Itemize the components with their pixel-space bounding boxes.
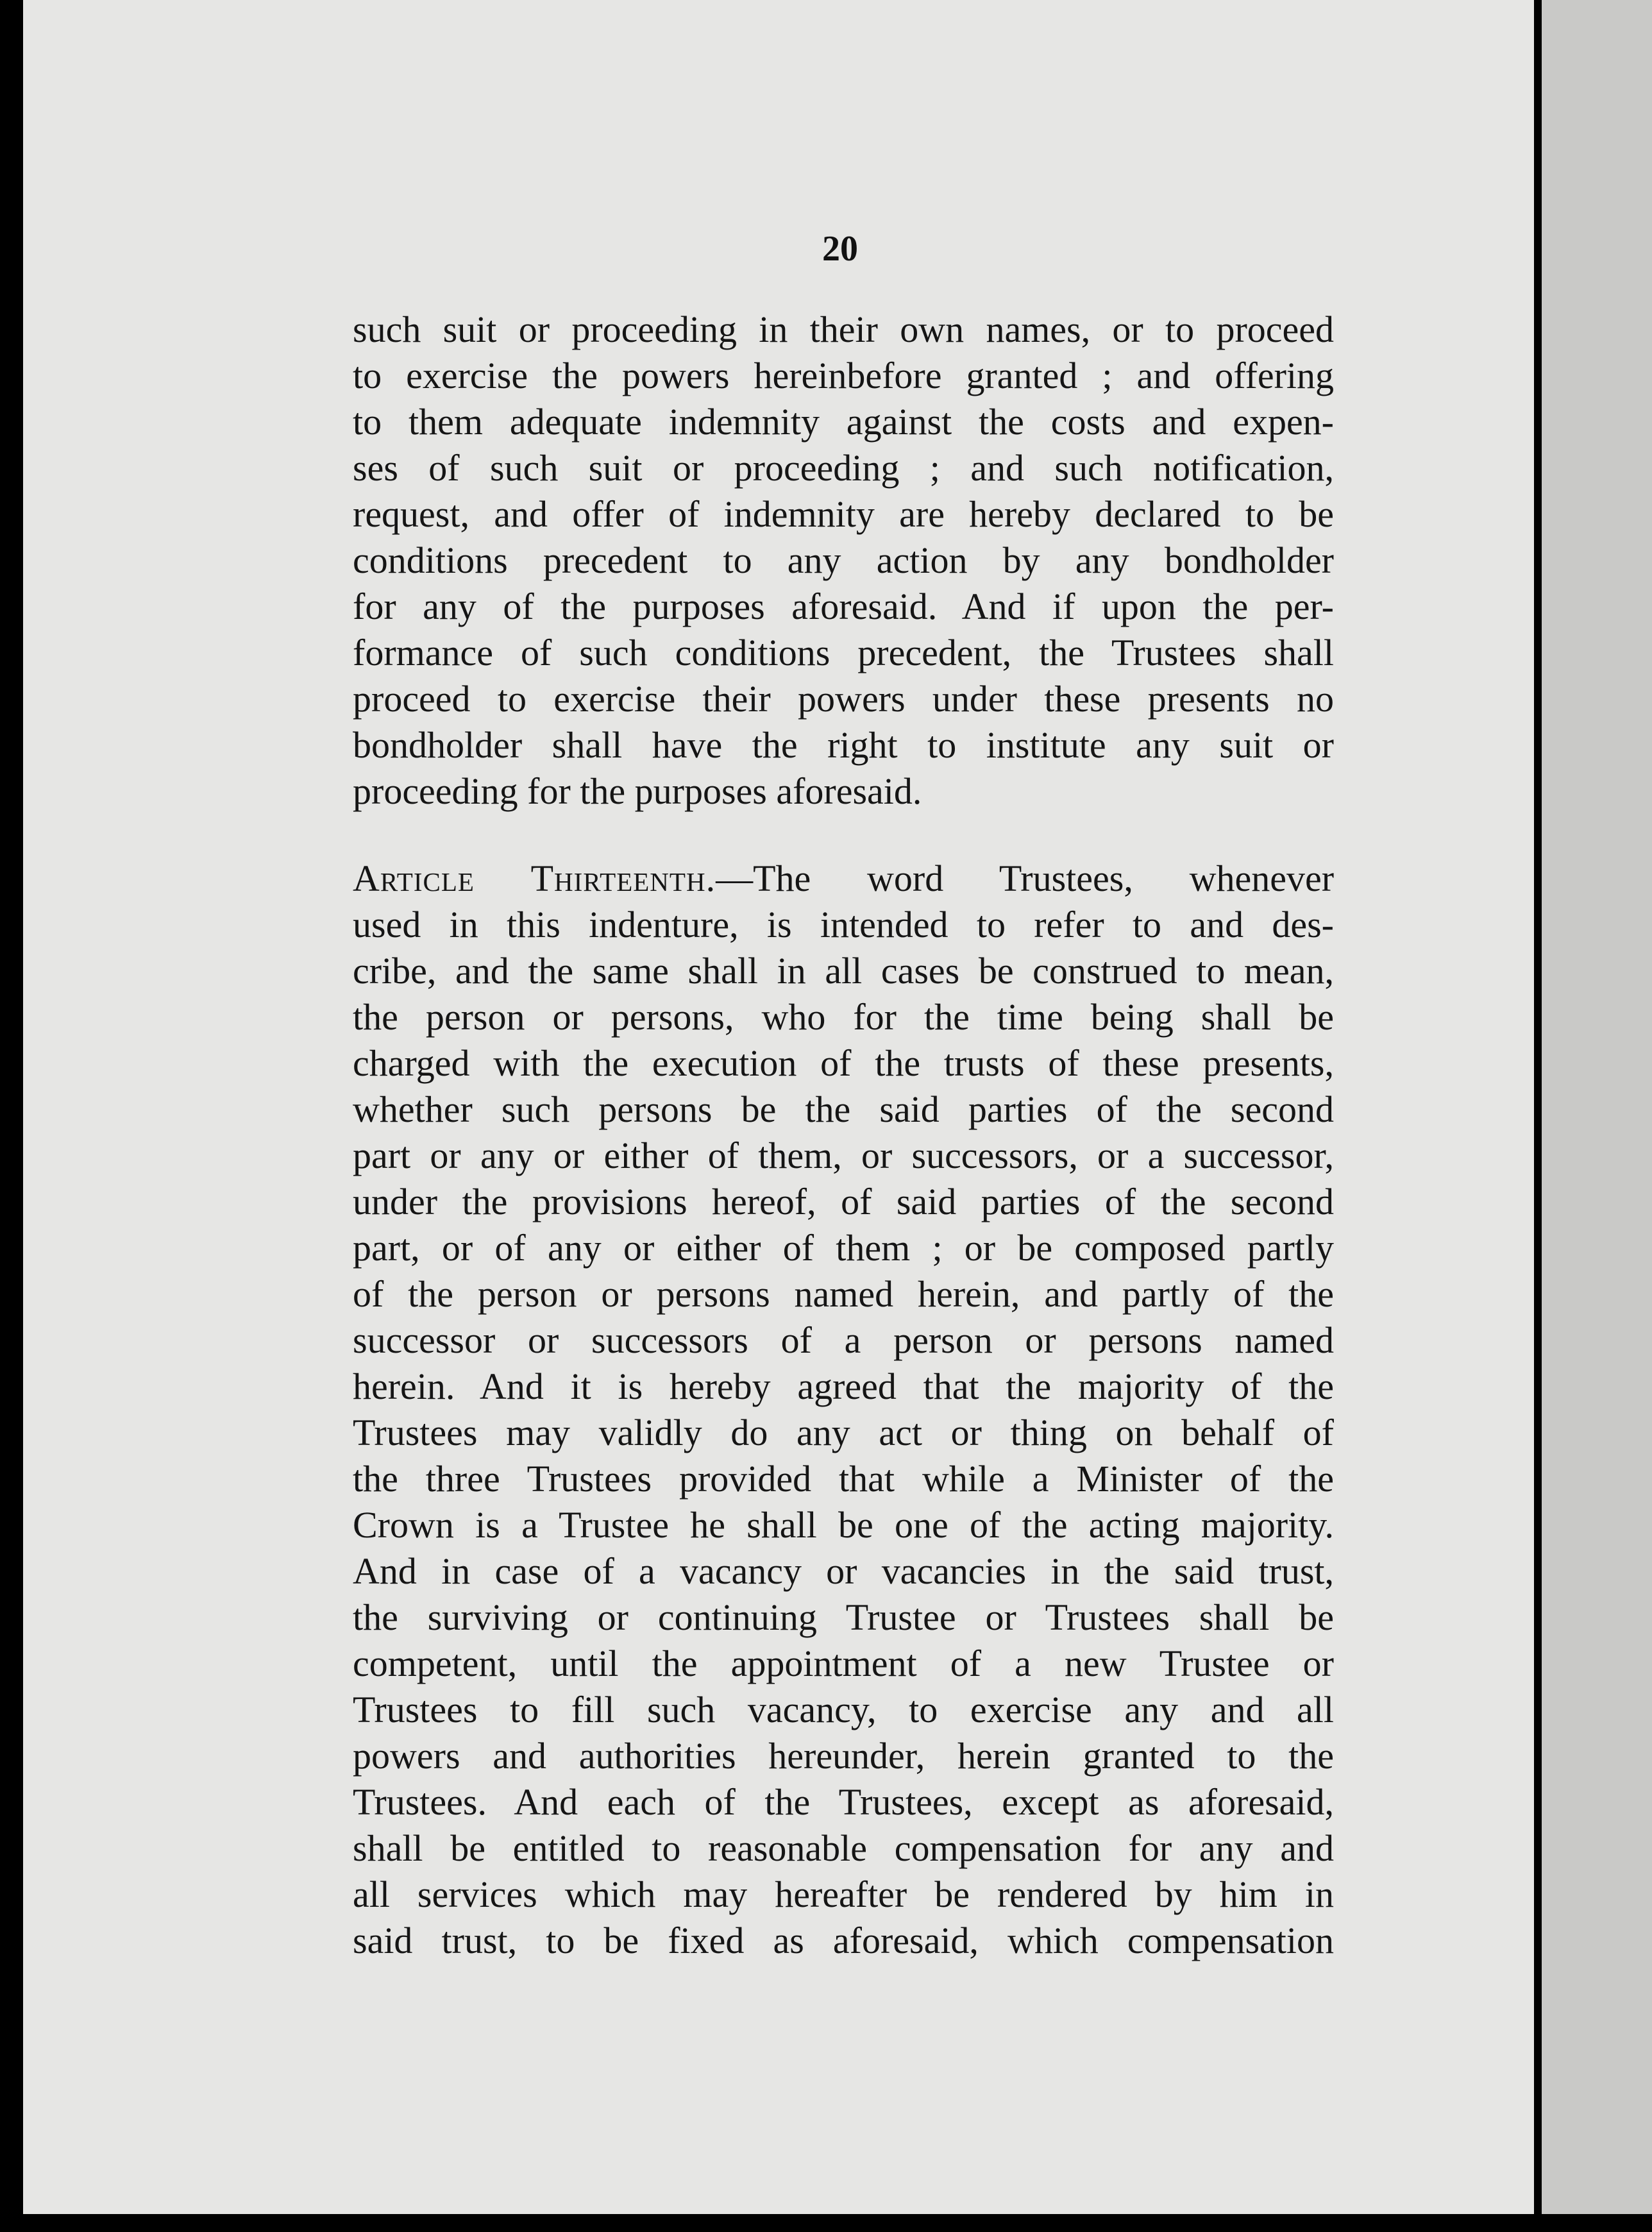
page-gutter (1534, 0, 1542, 2214)
text-line: Trustees may validly do any act or thing on behalf of (353, 1412, 1334, 1453)
text-line: all services which may hereafter be rendered by him in (353, 1873, 1334, 1915)
page-number: 20 (822, 229, 858, 269)
text-line: proceed to exercise their powers under these presents no (353, 678, 1334, 720)
text-line: used in this indenture, is intended to refer to and des- (353, 904, 1334, 945)
text-line: the surviving or continuing Trustee or Trustees shall be (353, 1596, 1334, 1638)
text-line: for any of the purposes aforesaid. And if upon the per- (353, 586, 1334, 627)
article-heading: Article Thirteenth. (353, 858, 716, 899)
text-line: said trust, to be fixed as aforesaid, which compensation (353, 1920, 1334, 1961)
text-line: the three Trustees provided that while a Minister of the (353, 1458, 1334, 1500)
text-line: whether such persons be the said parties of the second (353, 1088, 1334, 1130)
paragraph-1 (353, 307, 1334, 815)
text-line: formance of such conditions precedent, the Trustees shall (353, 632, 1334, 673)
text-line: Trustees. And each of the Trustees, except as aforesaid, (353, 1781, 1334, 1823)
text-line: of the person or persons named herein, and partly of the (353, 1273, 1334, 1315)
article-first-line-rest: —The word Trustees, whenever (716, 858, 1335, 899)
text-line: proceeding for the purposes aforesaid. (353, 770, 922, 812)
text-line: bondholder shall have the right to institute any suit or (353, 724, 1334, 766)
text-line: charged with the execution of the trusts of these presents, (353, 1042, 1334, 1084)
paragraph-2 (353, 856, 1334, 1964)
article-first-line (353, 856, 1334, 902)
facing-page-strip (1538, 0, 1652, 2214)
text-line: part, or of any or either of them ; or be composed partly (353, 1227, 1334, 1269)
text-line: to exercise the powers hereinbefore granted ; and offering (353, 355, 1334, 396)
text-line: conditions precedent to any action by any bondholder (353, 539, 1334, 581)
text-line: request, and offer of indemnity are hereby declared to be (353, 493, 1334, 535)
text-line: part or any or either of them, or successors, or a successor, (353, 1135, 1334, 1176)
text-line: such suit or proceeding in their own names, or to proceed (353, 309, 1334, 350)
text-line: the person or persons, who for the time being shall be (353, 996, 1334, 1038)
text-line: powers and authorities hereunder, herein granted to the (353, 1735, 1334, 1777)
text-line: Trustees to fill such vacancy, to exercise any and all (353, 1689, 1334, 1730)
text-line: to them adequate indemnity against the costs and expen- (353, 401, 1334, 443)
text-line: shall be entitled to reasonable compensation for any and (353, 1827, 1334, 1869)
text-line: cribe, and the same shall in all cases be construed to mean, (353, 950, 1334, 992)
text-line: competent, until the appointment of a new Trustee or (353, 1643, 1334, 1684)
text-line: herein. And it is hereby agreed that the majority of the (353, 1365, 1334, 1407)
scan-left-edge (0, 0, 23, 2232)
scan-bottom-edge (0, 2214, 1652, 2232)
text-line: Crown is a Trustee he shall be one of the acting majority. (353, 1504, 1334, 1546)
text-line: successor or successors of a person or persons named (353, 1319, 1334, 1361)
text-line: ses of such suit or proceeding ; and such notification, (353, 447, 1334, 489)
text-line: And in case of a vacancy or vacancies in the said trust, (353, 1550, 1334, 1592)
text-line: under the provisions hereof, of said parties of the second (353, 1181, 1334, 1222)
